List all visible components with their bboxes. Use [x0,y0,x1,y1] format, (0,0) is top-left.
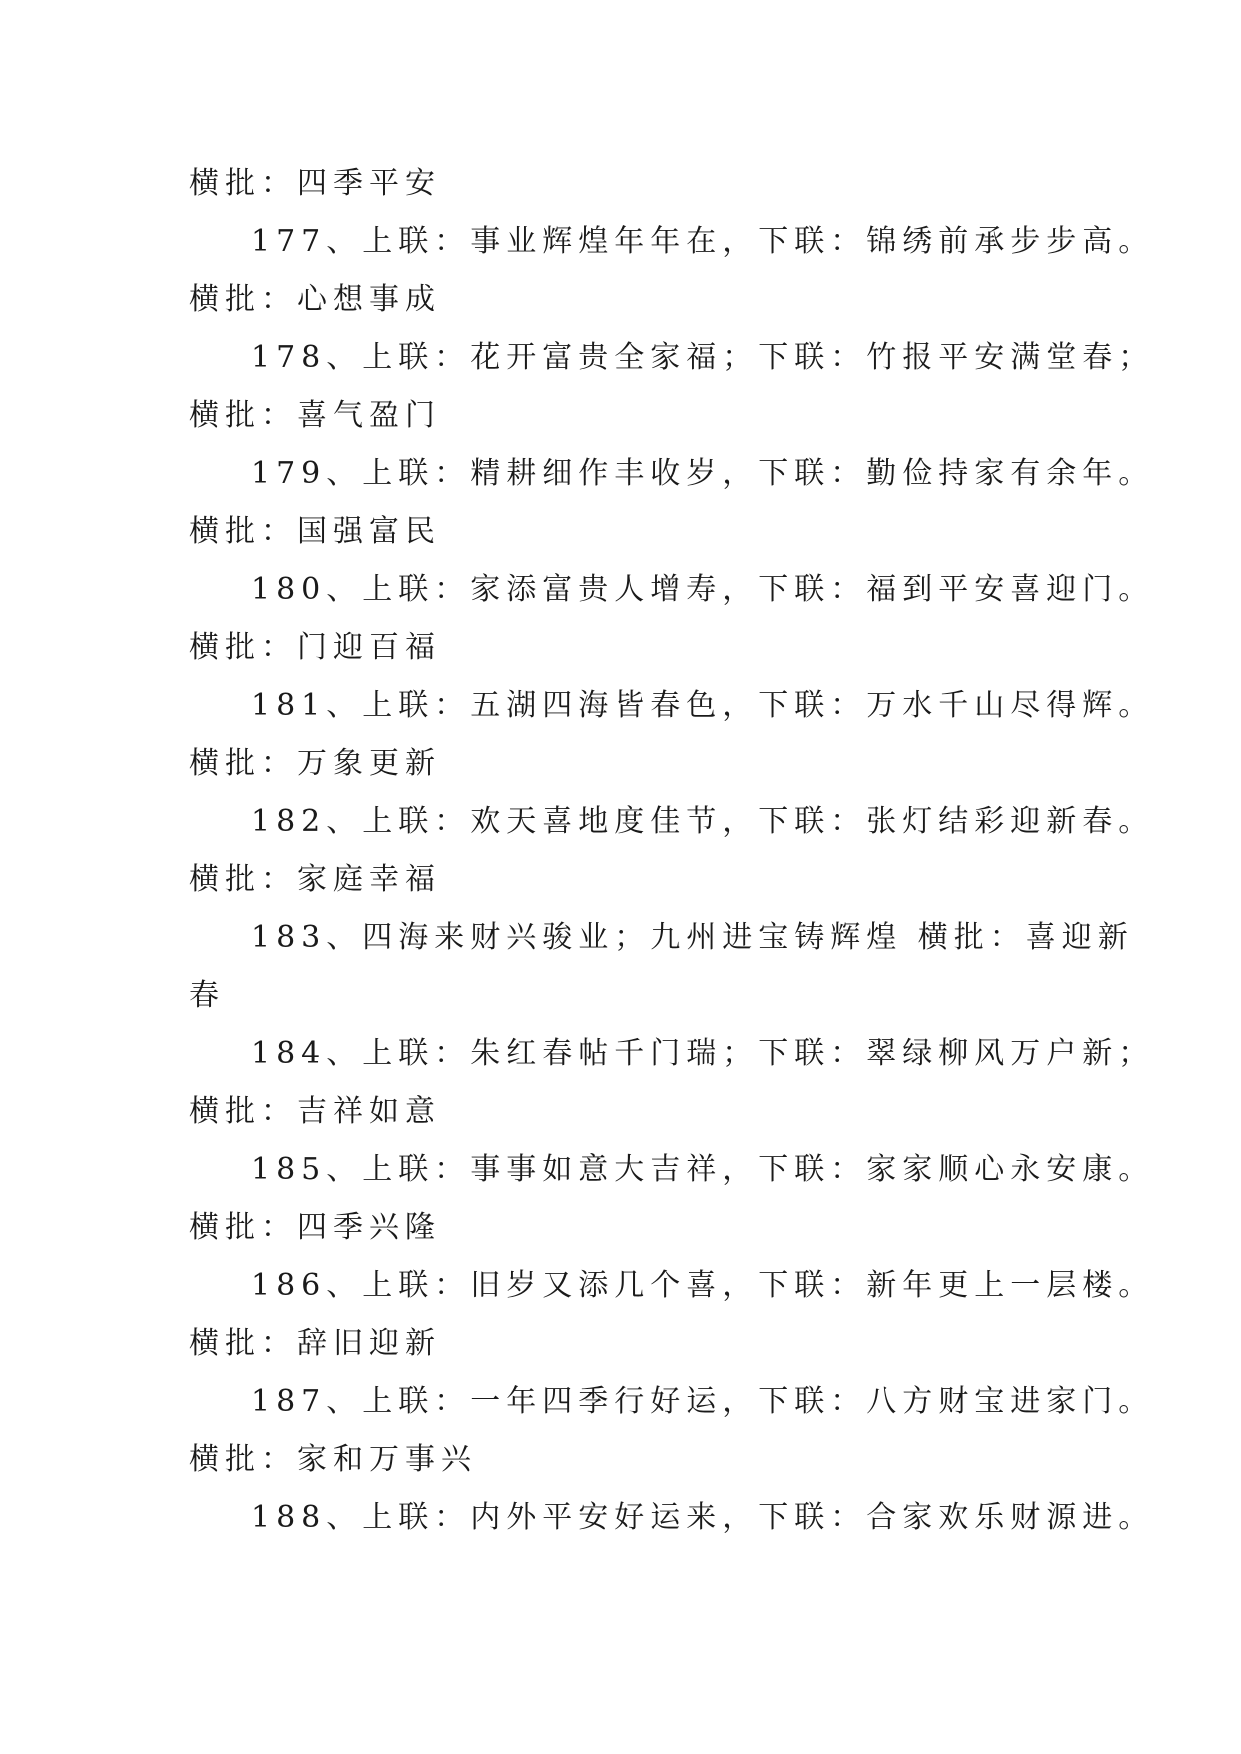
couplet-178: 178、上联：花开富贵全家福；下联：竹报平安满堂春； [251,340,1155,375]
couplet-184: 184、上联：朱红春帖千门瑞；下联：翠绿柳风万户新； [251,1036,1155,1071]
couplet-186: 186、上联：旧岁又添几个喜，下联：新年更上一层楼。 [251,1268,1155,1303]
heng-pi-line: 横批：万象更新 [189,746,441,781]
heng-pi-line: 横批：心想事成 [189,282,441,317]
heng-pi-line: 横批：门迎百福 [189,630,441,665]
heng-pi-line: 横批：四季兴隆 [189,1210,441,1245]
couplet-179: 179、上联：精耕细作丰收岁，下联：勤俭持家有余年。 [251,456,1155,491]
heng-pi-line: 横批：家和万事兴 [189,1442,477,1477]
heng-pi-line: 横批：国强富民 [189,514,441,549]
couplet-180: 180、上联：家添富贵人增寿，下联：福到平安喜迎门。 [251,572,1155,607]
couplet-183-continuation: 春 [189,978,225,1013]
heng-pi-line: 横批：喜气盈门 [189,398,441,433]
couplet-181: 181、上联：五湖四海皆春色，下联：万水千山尽得辉。 [251,688,1155,723]
couplet-187: 187、上联：一年四季行好运，下联：八方财宝进家门。 [251,1384,1155,1419]
couplet-177: 177、上联：事业辉煌年年在，下联：锦绣前承步步高。 [251,224,1155,259]
heng-pi-line: 横批：家庭幸福 [189,862,441,897]
couplet-182: 182、上联：欢天喜地度佳节，下联：张灯结彩迎新春。 [251,804,1155,839]
couplet-185: 185、上联：事事如意大吉祥，下联：家家顺心永安康。 [251,1152,1155,1187]
document-body [189,155,1155,1547]
couplet-188: 188、上联：内外平安好运来，下联：合家欢乐财源进。 [251,1500,1155,1535]
heng-pi-line: 横批：辞旧迎新 [189,1326,441,1361]
heng-pi-line: 横批：吉祥如意 [189,1094,441,1129]
heng-pi-line: 横批：四季平安 [189,166,441,201]
couplet-183: 183、四海来财兴骏业；九州进宝铸辉煌 横批：喜迎新 [251,920,1134,955]
